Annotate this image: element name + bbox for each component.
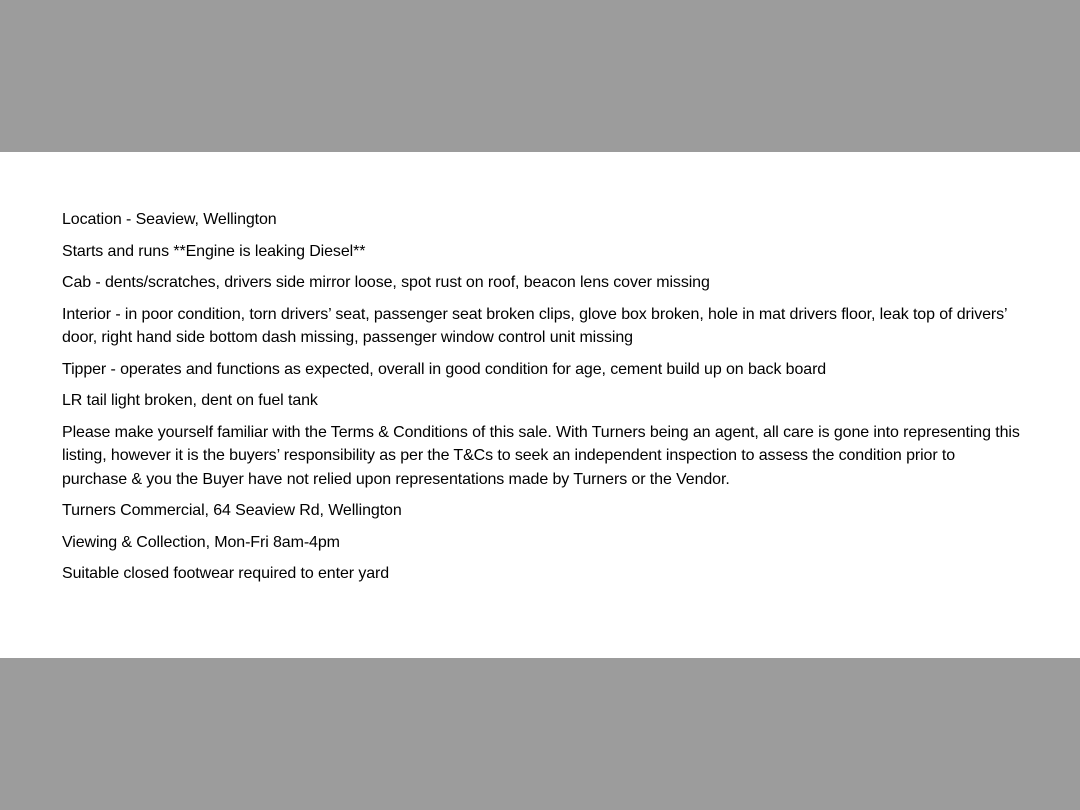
viewing-hours-line: Viewing & Collection, Mon-Fri 8am-4pm (62, 533, 340, 551)
interior-condition-line: Interior - in poor condition, torn drivers’ seat, passenger seat broken clips, glove box broken, hole in mat drivers floor, leak top of drivers’ door, right hand side bottom dash missing, passenger window control unit missing (62, 305, 1007, 346)
address-line: Turners Commercial, 64 Seaview Rd, Wellington (62, 502, 402, 519)
tipper-condition-line: Tipper - operates and functions as expected, overall in good condition for age, cement build up on back board (62, 360, 827, 378)
terms-conditions-paragraph: Please make yourself familiar with the Terms & Conditions of this sale. With Turners being an agent, all care is gone into representing this listing, however it is the buyers’ responsibility as per the T&Cs to seek an independent inspection to assess the condition prior to purchase & you the Buyer have not relied upon representations made by Turners or the Vendor. (62, 423, 1020, 488)
description-list (62, 208, 1022, 594)
engine-status-line: Starts and runs **Engine is leaking Diesel** (62, 242, 366, 260)
bottom-gray-band (0, 658, 1080, 810)
listing-description-panel (0, 152, 1080, 658)
footwear-notice-line: Suitable closed footwear required to enter yard (62, 565, 390, 582)
tail-light-line: LR tail light broken, dent on fuel tank (62, 392, 318, 409)
top-gray-band (0, 0, 1080, 152)
location-line: Location - Seaview, Wellington (62, 211, 277, 228)
cab-condition-line: Cab - dents/scratches, drivers side mirror loose, spot rust on roof, beacon lens cover missing (62, 274, 710, 291)
